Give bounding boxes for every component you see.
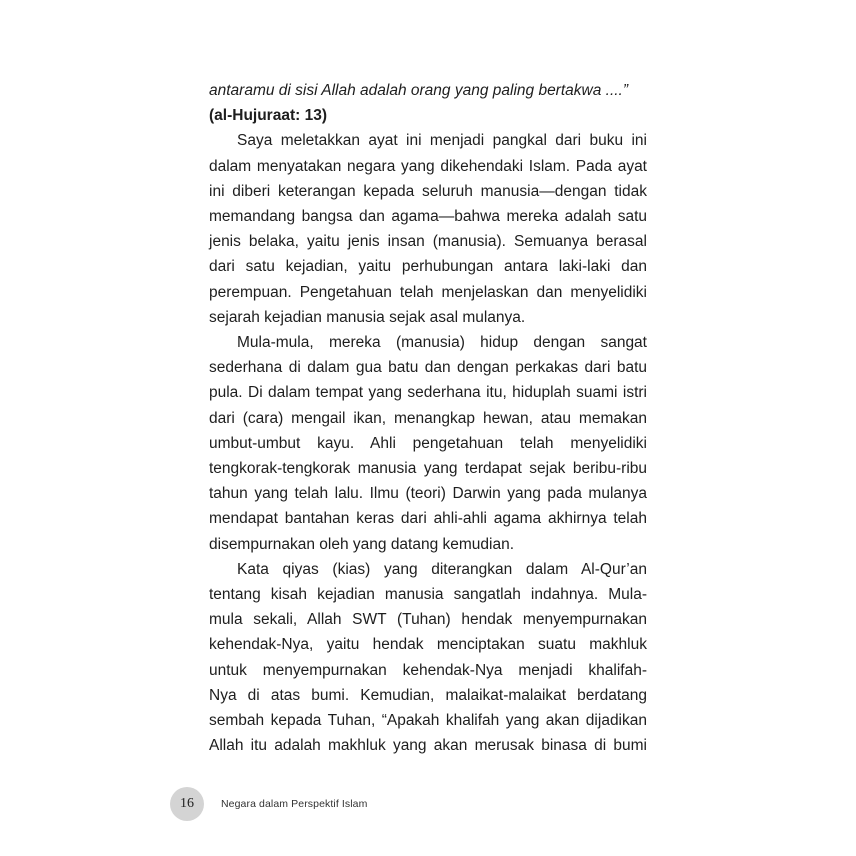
paragraph-line: memandang bangsa dan agama—bahwa mereka adalah satu (209, 208, 647, 226)
paragraph-line: sembah kepada Tuhan, “Apakah khalifah yang akan dijadikan (209, 712, 647, 730)
paragraph-line: Kata qiyas (kias) yang diterangkan dalam Al-Qur’an (237, 560, 647, 578)
page-number-badge: 16 (170, 787, 204, 821)
paragraph-line: Saya meletakkan ayat ini menjadi pangkal dari buku ini (237, 132, 647, 150)
paragraph-3 (209, 557, 647, 759)
paragraph-line: sederhana di dalam gua batu dan dengan perkakas dari batu (209, 359, 647, 377)
page-footer (170, 786, 367, 822)
paragraph-line: dalam menyatakan negara yang dikehendaki Islam. Pada ayat (209, 157, 647, 175)
quote-line: antaramu di sisi Allah adalah orang yang paling bertakwa ....” (209, 82, 629, 99)
paragraph-line: sejarah kejadian manusia sejak asal mulanya. (209, 308, 526, 326)
paragraph-line: kehendak-Nya, yaitu hendak menciptakan suatu makhluk (209, 636, 647, 654)
page-body (209, 78, 647, 758)
paragraph-line: pula. Di dalam tempat yang sederhana itu, hiduplah suami istri (209, 384, 647, 402)
paragraph-line: Allah itu adalah makhluk yang akan merusak binasa di bumi (209, 737, 647, 755)
paragraph-line: Nya di atas bumi. Kemudian, malaikat-malaikat berdatang (209, 686, 647, 704)
quote-citation: (al-Hujuraat: 13) (209, 107, 327, 125)
paragraph-line: tentang kisah kejadian manusia sangatlah indahnya. Mula- (209, 586, 647, 604)
paragraph-line: dari (cara) mengail ikan, menangkap hewan, atau memakan (209, 409, 647, 427)
paragraph-line: dari satu kejadian, yaitu perhubungan antara laki-laki dan (209, 258, 647, 276)
paragraph-line: ini diberi keterangan kepada seluruh manusia—dengan tidak (209, 182, 647, 200)
running-title: Negara dalam Perspektif Islam (221, 798, 368, 810)
paragraph-line: untuk menyempurnakan kehendak-Nya menjadi khalifah- (209, 661, 647, 679)
paragraph-line: mendapat bantahan keras dari ahli-ahli agama akhirnya telah (209, 510, 647, 528)
paragraph-line: disempurnakan oleh yang datang kemudian. (209, 535, 515, 553)
paragraph-line: tengkorak-tengkorak manusia yang terdapat sejak beribu-ribu (209, 460, 647, 478)
paragraph-line: jenis belaka, yaitu jenis insan (manusia). Semuanya berasal (209, 233, 647, 251)
paragraph-2 (209, 330, 647, 557)
paragraph-1 (209, 128, 647, 330)
paragraph-line: Mula-mula, mereka (manusia) hidup dengan sangat (237, 334, 647, 352)
paragraph-line: umbut-umbut kayu. Ahli pengetahuan telah menyelidiki (209, 434, 647, 452)
paragraph-line: mula sekali, Allah SWT (Tuhan) hendak menyempurnakan (209, 611, 647, 629)
paragraph-line: tahun yang telah lalu. Ilmu (teori) Darwin yang pada mulanya (209, 485, 647, 503)
paragraph-line: perempuan. Pengetahuan telah menjelaskan dan menyelidiki (209, 283, 647, 301)
